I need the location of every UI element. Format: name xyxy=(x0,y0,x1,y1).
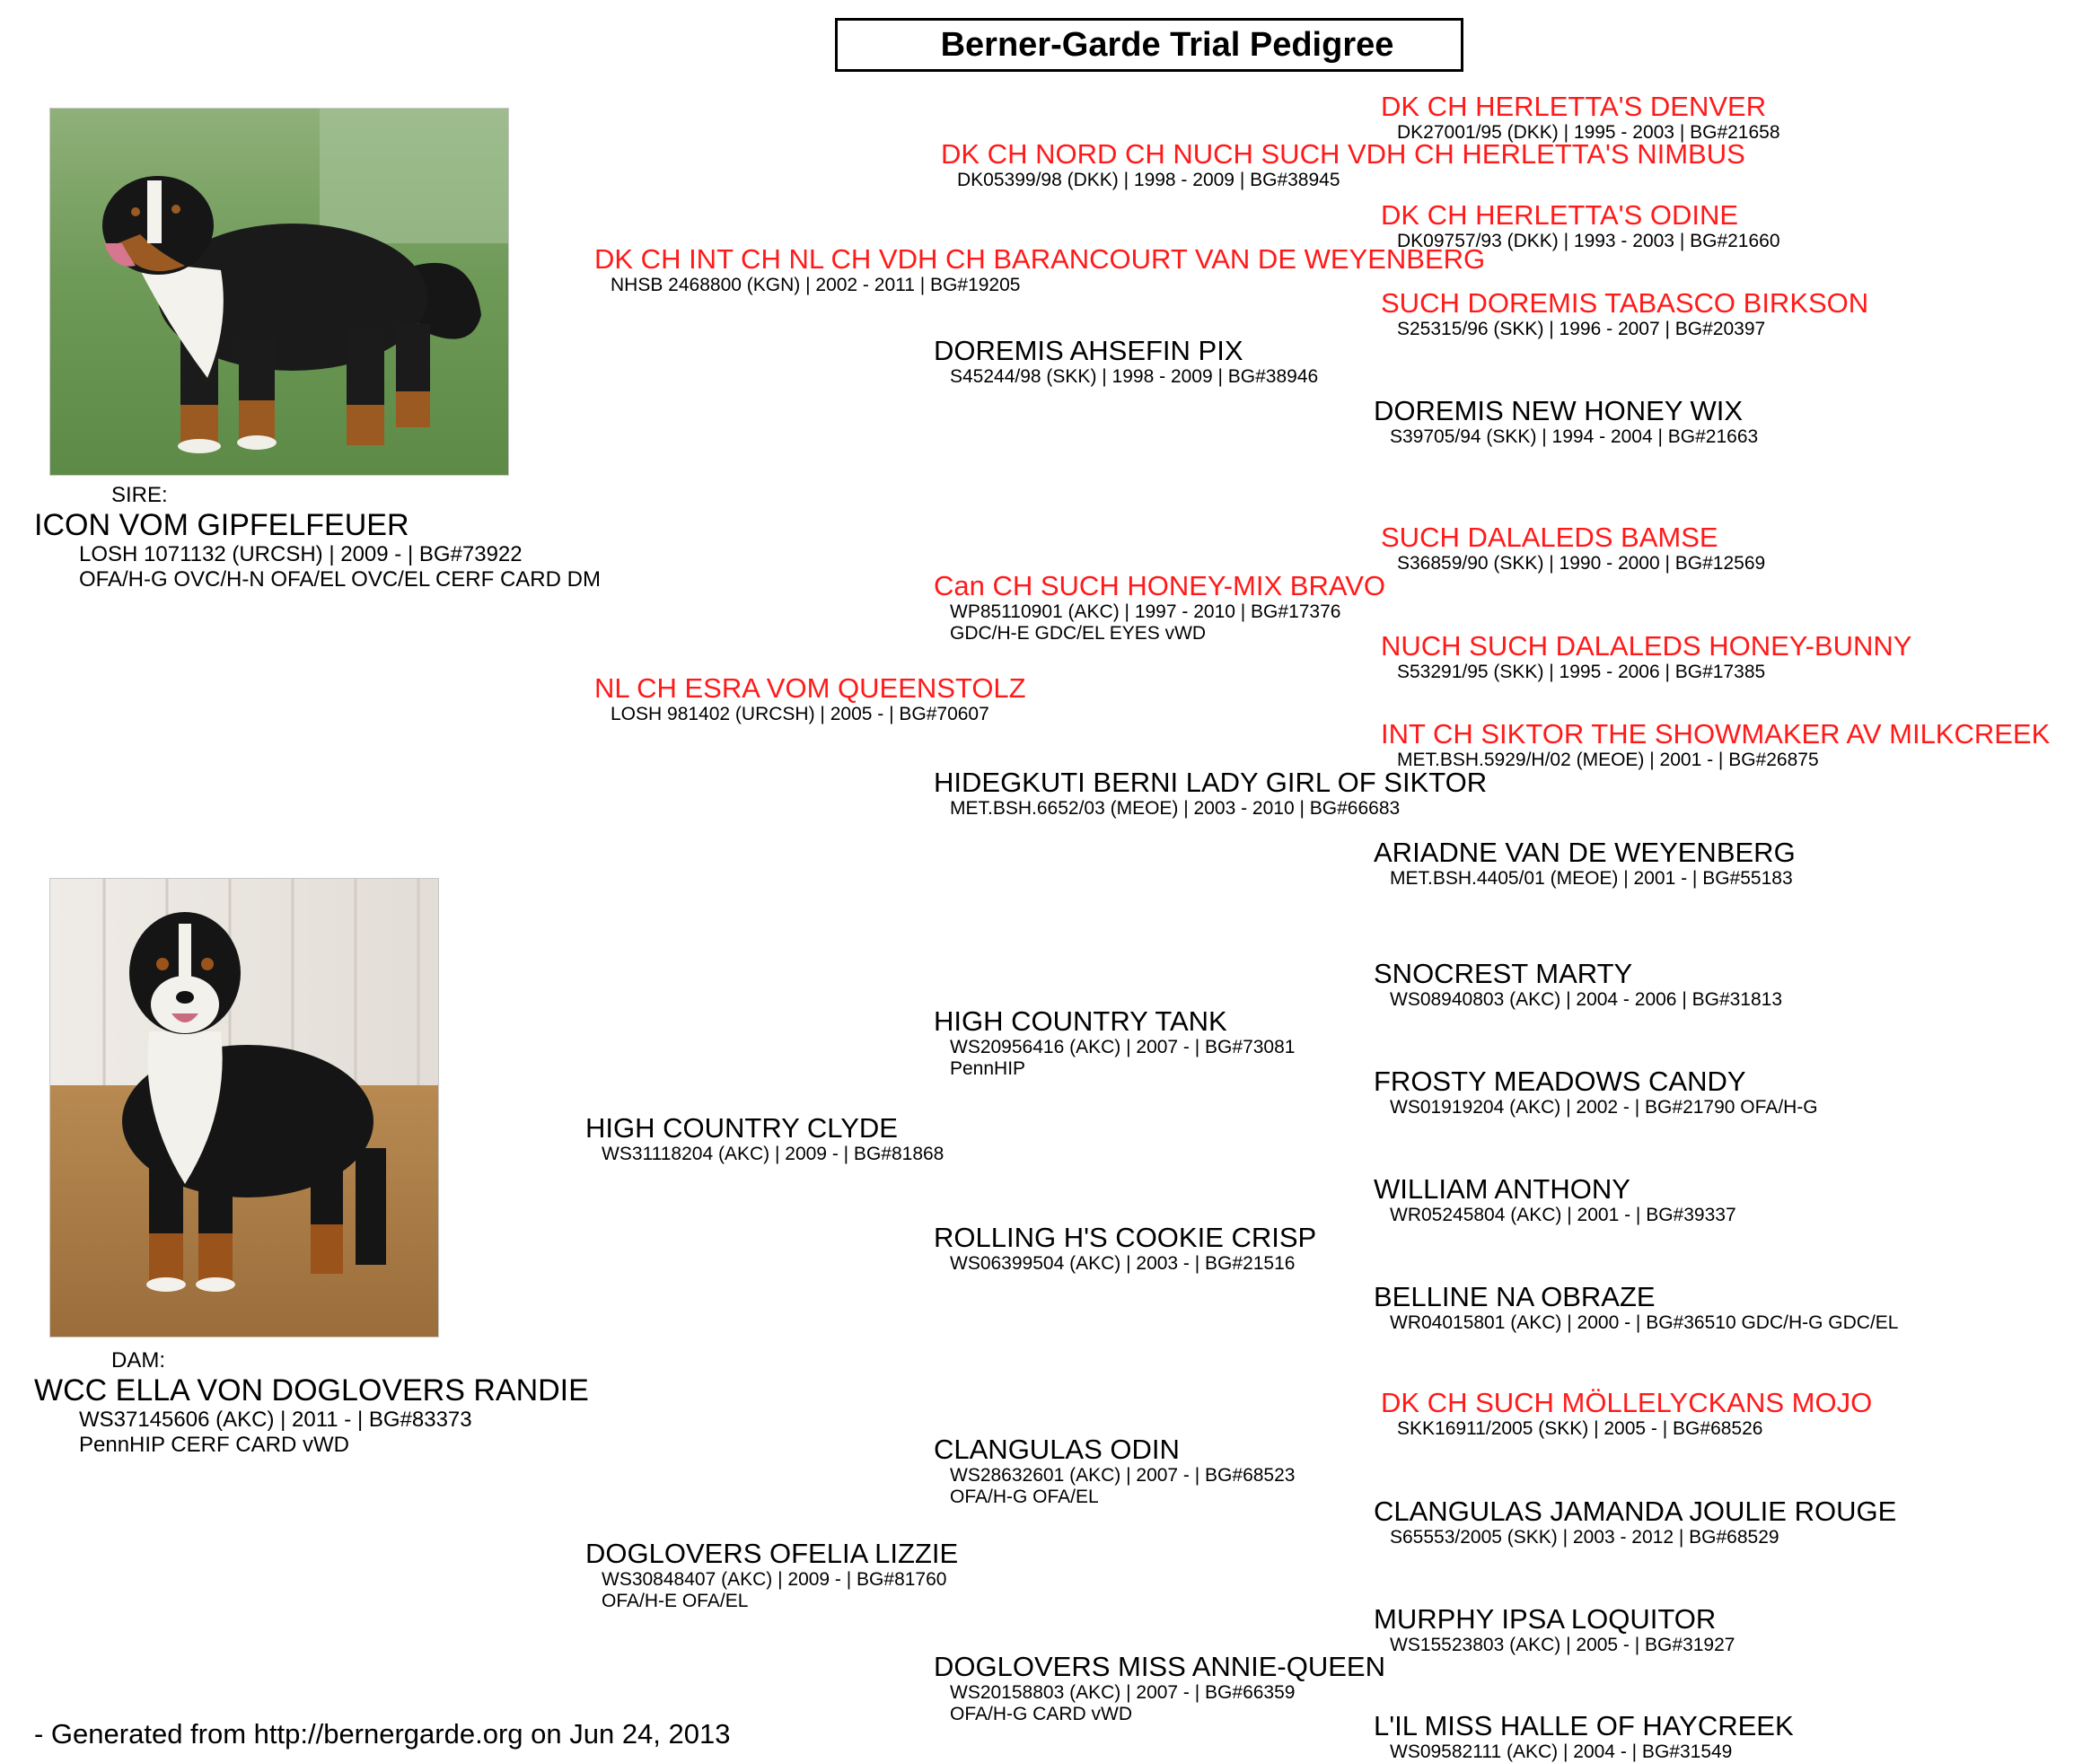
ancestor-name: BELLINE NA OBRAZE xyxy=(1374,1281,1656,1312)
dam-entry[interactable] xyxy=(34,1373,589,1458)
ancestor-name: SUCH DOREMIS TABASCO BIRKSON xyxy=(1381,287,1869,319)
ancestor-entry-g3-14[interactable] xyxy=(1374,1496,1896,1548)
ancestor-info: WR04015801 (AKC) | 2000 - | BG#36510 GDC/H-G GDC/EL xyxy=(1390,1312,1899,1333)
ancestor-entry-g3-12[interactable] xyxy=(1374,1282,1898,1334)
ancestor-entry-g3-4[interactable] xyxy=(1374,396,1758,448)
ancestor-info: WS20158803 (AKC) | 2007 - | BG#66359 xyxy=(950,1682,1296,1703)
page-title: Berner-Garde Trial Pedigree xyxy=(940,25,1394,64)
sire-entry[interactable] xyxy=(34,508,601,592)
ancestor-name: MURPHY IPSA LOQUITOR xyxy=(1374,1603,1717,1635)
ancestor-name: WILLIAM ANTHONY xyxy=(1374,1173,1630,1205)
ancestor-info: DK05399/98 (DKK) | 1998 - 2009 | BG#38945 xyxy=(957,170,1340,190)
ancestor-name: DK CH INT CH NL CH VDH CH BARANCOURT VAN DE WEYENBERG xyxy=(594,243,1486,275)
ancestor-info: WS08940803 (AKC) | 2004 - 2006 | BG#31813 xyxy=(1390,989,1783,1010)
ancestor-info: WS09582111 (AKC) | 2004 - | BG#31549 xyxy=(1390,1741,1733,1762)
ancestor-entry-g3-11[interactable] xyxy=(1374,1174,1736,1226)
ancestor-health: OFA/H-G CARD vWD xyxy=(950,1704,1132,1724)
ancestor-name: L'IL MISS HALLE OF HAYCREEK xyxy=(1374,1710,1794,1741)
ancestor-name: INT CH SIKTOR THE SHOWMAKER AV MILKCREEK xyxy=(1381,718,2051,750)
ancestor-entry-g2-5[interactable] xyxy=(934,1006,1295,1080)
ancestor-info: S45244/98 (SKK) | 1998 - 2009 | BG#38946 xyxy=(950,366,1319,387)
ancestor-entry-g3-5[interactable] xyxy=(1381,522,1765,575)
ancestor-name: SNOCREST MARTY xyxy=(1374,958,1633,989)
dam-label: DAM: xyxy=(111,1348,165,1373)
ancestor-name: DK CH HERLETTA'S ODINE xyxy=(1381,199,1739,231)
ancestor-info: DK27001/95 (DKK) | 1995 - 2003 | BG#21658 xyxy=(1397,122,1780,143)
ancestor-health: GDC/H-E GDC/EL EYES vWD xyxy=(950,623,1207,644)
ancestor-name: CLANGULAS ODIN xyxy=(934,1434,1180,1465)
ancestor-name: Can CH SUCH HONEY-MIX BRAVO xyxy=(934,570,1385,601)
ancestor-entry-g2-4[interactable] xyxy=(934,767,1487,820)
ancestor-name: DK CH NORD CH NUCH SUCH VDH CH HERLETTA'S NIMBUS xyxy=(941,138,1745,170)
ancestor-name: NL CH ESRA VOM QUEENSTOLZ xyxy=(594,672,1026,704)
ancestor-info: WR05245804 (AKC) | 2001 - | BG#39337 xyxy=(1390,1205,1736,1225)
ancestor-entry-g1-4[interactable] xyxy=(585,1539,958,1612)
ancestor-info: S36859/90 (SKK) | 1990 - 2000 | BG#12569 xyxy=(1397,553,1766,574)
ancestor-name: HIDEGKUTI BERNI LADY GIRL OF SIKTOR xyxy=(934,767,1488,798)
ancestor-name: DK CH HERLETTA'S DENVER xyxy=(1381,91,1767,122)
ancestor-info: MET.BSH.6652/03 (MEOE) | 2003 - 2010 | BG#66683 xyxy=(950,798,1401,819)
dam-name: WCC ELLA VON DOGLOVERS RANDIE xyxy=(34,1373,589,1408)
dam-health: PennHIP CERF CARD vWD xyxy=(79,1433,349,1457)
ancestor-info: WS31118204 (AKC) | 2009 - | BG#81868 xyxy=(602,1144,945,1164)
ancestor-info: S65553/2005 (SKK) | 2003 - 2012 | BG#68529 xyxy=(1390,1527,1779,1548)
ancestor-entry-g2-7[interactable] xyxy=(934,1434,1295,1508)
dam-photo xyxy=(49,878,439,1338)
ancestor-entry-g1-3[interactable] xyxy=(585,1113,944,1165)
ancestor-entry-g3-9[interactable] xyxy=(1374,959,1782,1011)
ancestor-info: MET.BSH.4405/01 (MEOE) | 2001 - | BG#55183 xyxy=(1390,868,1793,889)
ancestor-info: S25315/96 (SKK) | 1996 - 2007 | BG#20397 xyxy=(1397,319,1766,339)
footer-note: - Generated from http://bernergarde.org on Jun 24, 2013 xyxy=(34,1718,731,1750)
ancestor-info: LOSH 981402 (URCSH) | 2005 - | BG#70607 xyxy=(611,704,989,724)
ancestor-entry-g3-1[interactable] xyxy=(1381,92,1780,144)
dam-info: WS37145606 (AKC) | 2011 - | BG#83373 xyxy=(79,1408,472,1432)
ancestor-name: NUCH SUCH DALALEDS HONEY-BUNNY xyxy=(1381,630,1912,662)
ancestor-name: CLANGULAS JAMANDA JOULIE ROUGE xyxy=(1374,1495,1897,1527)
ancestor-info: S39705/94 (SKK) | 1994 - 2004 | BG#21663 xyxy=(1390,426,1759,447)
ancestor-entry-g3-10[interactable] xyxy=(1374,1066,1818,1118)
ancestor-health: OFA/H-G OFA/EL xyxy=(950,1487,1099,1507)
ancestor-name: ROLLING H'S COOKIE CRISP xyxy=(934,1222,1317,1253)
ancestor-entry-g3-15[interactable] xyxy=(1374,1604,1735,1656)
sire-name: ICON VOM GIPFELFEUER xyxy=(34,508,409,542)
ancestor-entry-g3-6[interactable] xyxy=(1381,631,1911,683)
ancestor-info: MET.BSH.5929/H/02 (MEOE) | 2001 - | BG#26875 xyxy=(1397,750,1819,770)
ancestor-entry-g3-13[interactable] xyxy=(1381,1388,1872,1440)
ancestor-health: OFA/H-E OFA/EL xyxy=(602,1591,749,1611)
ancestor-name: DOREMIS NEW HONEY WIX xyxy=(1374,395,1744,426)
ancestor-info: WS06399504 (AKC) | 2003 - | BG#21516 xyxy=(950,1253,1296,1274)
ancestor-entry-g3-7[interactable] xyxy=(1381,719,2050,771)
ancestor-name: DOGLOVERS MISS ANNIE-QUEEN xyxy=(934,1651,1385,1682)
ancestor-info: NHSB 2468800 (KGN) | 2002 - 2011 | BG#19205 xyxy=(611,275,1021,295)
ancestor-info: WS15523803 (AKC) | 2005 - | BG#31927 xyxy=(1390,1635,1735,1655)
ancestor-info: WS20956416 (AKC) | 2007 - | BG#73081 xyxy=(950,1037,1296,1057)
ancestor-name: DOGLOVERS OFELIA LIZZIE xyxy=(585,1538,959,1569)
sire-info: LOSH 1071132 (URCSH) | 2009 - | BG#73922 xyxy=(79,542,523,566)
ancestor-info: SKK16911/2005 (SKK) | 2005 - | BG#68526 xyxy=(1397,1418,1763,1439)
ancestor-name: SUCH DALALEDS BAMSE xyxy=(1381,522,1718,553)
ancestor-entry-g2-3[interactable] xyxy=(934,571,1385,645)
ancestor-entry-g2-1[interactable] xyxy=(941,139,1745,191)
ancestor-name: DK CH SUCH MÖLLELYCKANS MOJO xyxy=(1381,1387,1873,1418)
ancestor-entry-g1-1[interactable] xyxy=(594,244,1485,296)
page-title-box xyxy=(835,18,1463,72)
ancestor-info: WS30848407 (AKC) | 2009 - | BG#81760 xyxy=(602,1569,947,1590)
ancestor-entry-g1-2[interactable] xyxy=(594,673,1026,725)
ancestor-entry-g2-6[interactable] xyxy=(934,1223,1316,1275)
ancestor-entry-g3-16[interactable] xyxy=(1374,1711,1794,1763)
ancestor-entry-g2-8[interactable] xyxy=(934,1652,1385,1725)
ancestor-name: DOREMIS AHSEFIN PIX xyxy=(934,335,1243,366)
ancestor-info: WS28632601 (AKC) | 2007 - | BG#68523 xyxy=(950,1465,1296,1486)
ancestor-entry-g3-3[interactable] xyxy=(1381,288,1868,340)
sire-health: OFA/H-G OVC/H-N OFA/EL OVC/EL CERF CARD DM xyxy=(79,567,601,592)
ancestor-info: S53291/95 (SKK) | 1995 - 2006 | BG#17385 xyxy=(1397,662,1766,682)
ancestor-name: FROSTY MEADOWS CANDY xyxy=(1374,1066,1746,1097)
ancestor-name: ARIADNE VAN DE WEYENBERG xyxy=(1374,837,1796,868)
ancestor-info: WP85110901 (AKC) | 1997 - 2010 | BG#17376 xyxy=(950,601,1341,622)
ancestor-health: PennHIP xyxy=(950,1058,1026,1079)
ancestor-entry-g3-8[interactable] xyxy=(1374,838,1796,890)
ancestor-info: DK09757/93 (DKK) | 1993 - 2003 | BG#21660 xyxy=(1397,231,1780,251)
ancestor-info: WS01919204 (AKC) | 2002 - | BG#21790 OFA/H-G xyxy=(1390,1097,1818,1118)
sire-label: SIRE: xyxy=(111,483,168,507)
ancestor-entry-g2-2[interactable] xyxy=(934,336,1318,388)
ancestor-name: HIGH COUNTRY TANK xyxy=(934,1005,1227,1037)
sire-photo xyxy=(49,108,509,476)
ancestor-name: HIGH COUNTRY CLYDE xyxy=(585,1112,898,1144)
